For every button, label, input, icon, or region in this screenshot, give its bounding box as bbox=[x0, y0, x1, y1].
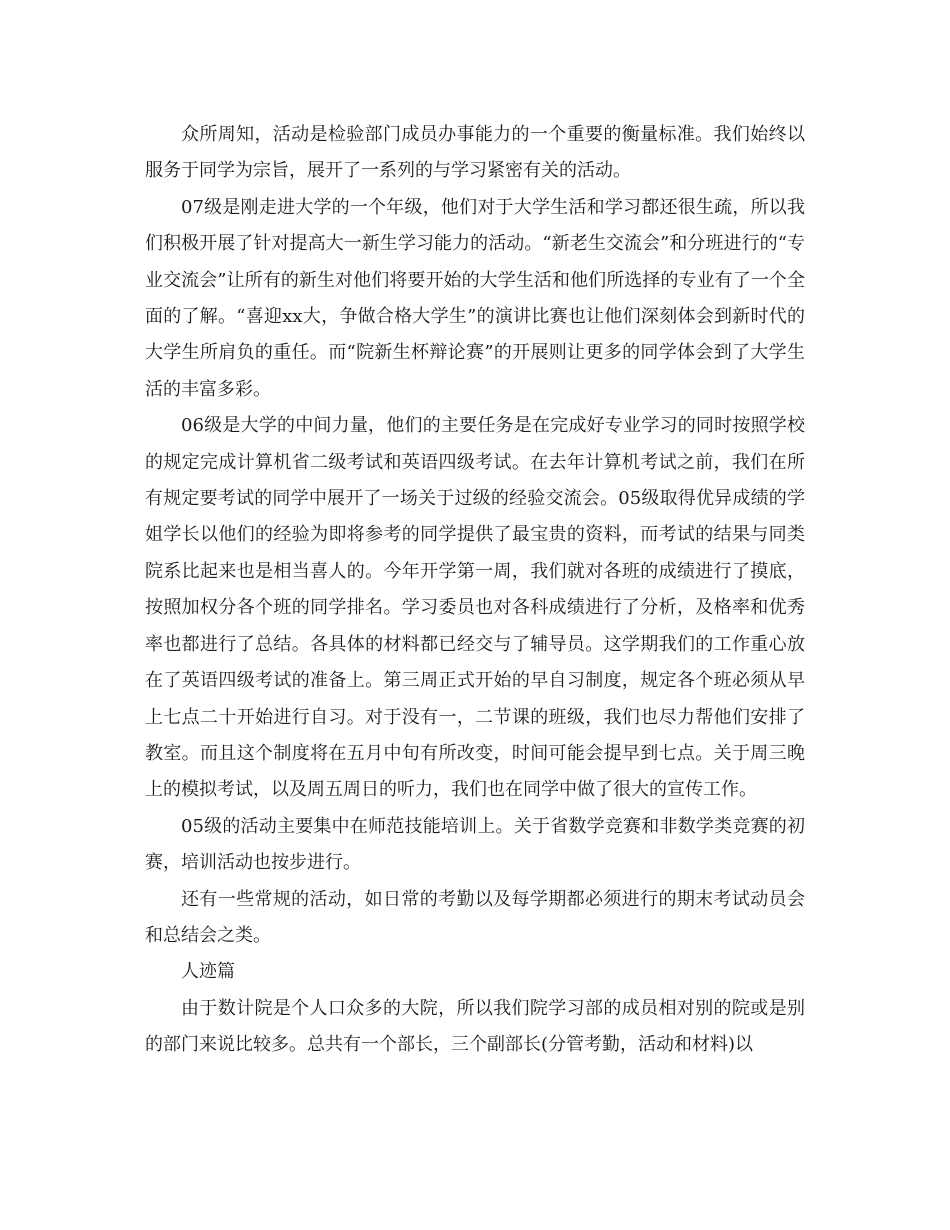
section-heading-people: 人迹篇 bbox=[181, 961, 235, 983]
paragraph-routine-activities: 还有一些常规的活动，如日常的考勤以及每学期都必须进行的期末考试动员会和总结会之类。 bbox=[145, 888, 805, 946]
paragraph-activities-intro: 众所周知，活动是检验部门成员办事能力的一个重要的衡量标准。我们始终以服务于同学为宗旨，展开了一系列的与学习紧密有关的活动。 bbox=[145, 124, 805, 182]
document-body bbox=[145, 117, 805, 1064]
paragraph-grade-07: 07级是刚走进大学的一个年级，他们对于大学生活和学习都还很生疏，所以我们积极开展了针对提高大一新生学习能力的活动。“新老生交流会”和分班进行的“专业交流会”让所有的新生对他们将要开始的大学生活和他们所选择的专业有了一个全面的了解。“喜迎xx大，争做合格大学生”的演讲比赛也让他们深刻体会到新时代的大学生所肩负的重任。而“院新生杯辩论赛”的开展则让更多的同学体会到了大学生活的丰富多彩。 bbox=[145, 196, 805, 400]
paragraph-grade-06: 06级是大学的中间力量，他们的主要任务是在完成好专业学习的同时按照学校的规定完成计算机省二级考试和英语四级考试。在去年计算机考试之前，我们在所有规定要考试的同学中展开了一场关于过级的经验交流会。05级取得优异成绩的学姐学长以他们的经验为即将参考的同学提供了最宝贵的资料，而考试的结果与同类院系比起来也是相当喜人的。今年开学第一周，我们就对各班的成绩进行了摸底，按照加权分各个班的同学排名。学习委员也对各科成绩进行了分析，及格率和优秀率也都进行了总结。各具体的材料都已经交与了辅导员。这学期我们的工作重心放在了英语四级考试的准备上。第三周正式开始的早自习制度，规定各个班必须从早上七点二十开始进行自习。对于没有一，二节课的班级，我们也尽力帮他们安排了教室。而且这个制度将在五月中旬有所改变，时间可能会提早到七点。关于周三晚上的模拟考试，以及周五周日的听力，我们也在同学中做了很大的宣传工作。 bbox=[145, 415, 805, 801]
paragraph-grade-05: 05级的活动主要集中在师范技能培训上。关于省数学竞赛和非数学类竞赛的初赛，培训活动也按步进行。 bbox=[145, 815, 805, 874]
paragraph-members: 由于数计院是个人口众多的大院，所以我们院学习部的成员相对别的院或是别的部门来说比较多。总共有一个部长，三个副部长(分管考勤，活动和材料)以 bbox=[145, 997, 805, 1056]
